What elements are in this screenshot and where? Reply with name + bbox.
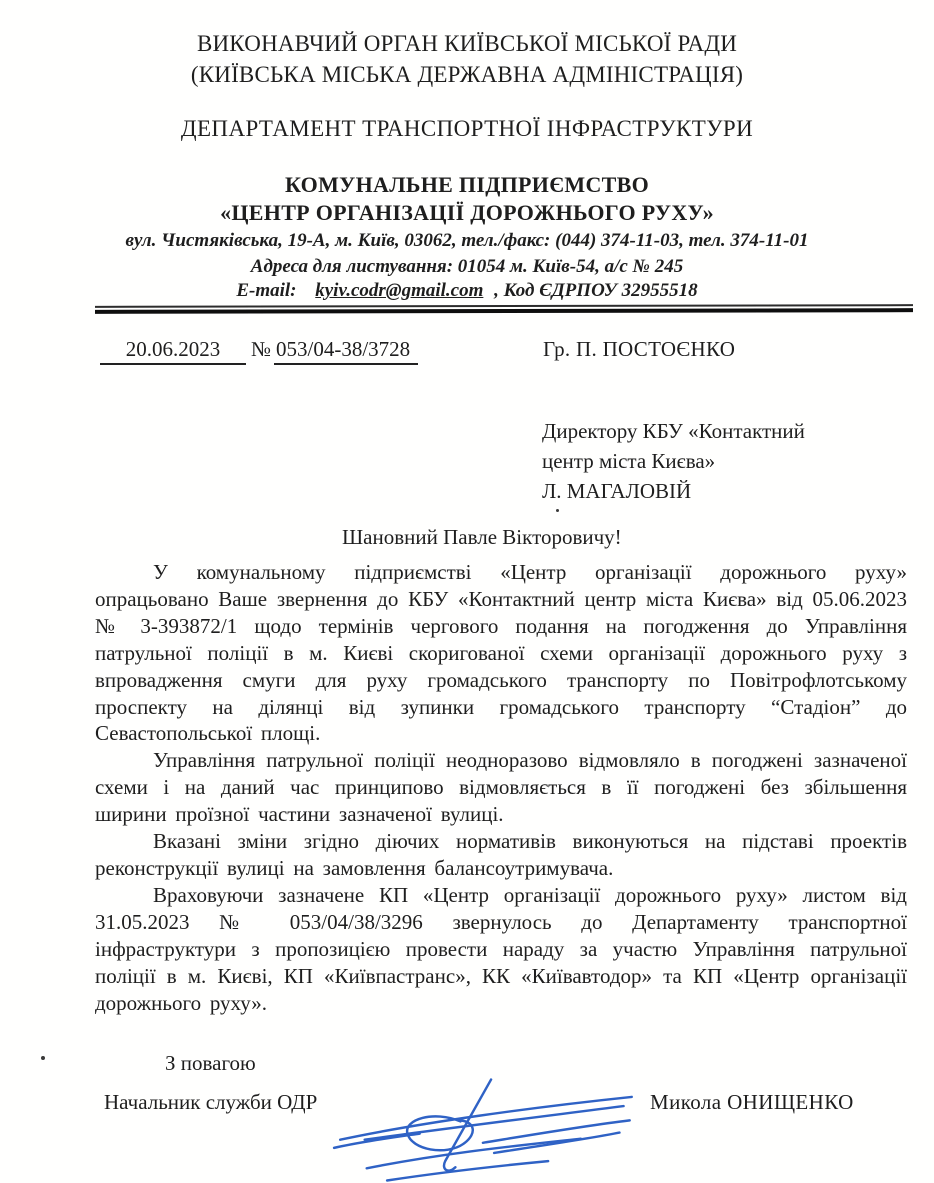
closing-line: З повагою: [165, 1051, 256, 1075]
citizen-addressee: Гр. П. ПОСТОЄНКО: [543, 337, 736, 361]
address-phone-line: вул. Чистяківська, 19-А, м. Київ, 03062, тел./факс: (044) 374-11-03, тел. 374-11-01: [125, 230, 809, 251]
separator-thin-line: [95, 304, 913, 308]
body-paragraph: У комунальному підприємстві «Центр організації дорожнього руху» опрацьовано Ваше звернення до КБУ «Контактний центр міста Києва» від 05.06.2023 № 3-393872/1 щодо термінів чергового подання на погодження до Управління патрульної поліції в м. Києві скоригованої схеми організації дорожнього руху з впровадження смуги для руху громадського транспорту по Повітрофлотському проспекту на ділянці від зупинки громадського транспорту “Стадіон” до Севастопольської площі.: [95, 560, 907, 746]
signature-strokes: [334, 1080, 632, 1181]
recipient-line-2: центр міста Києва»: [542, 449, 716, 473]
recipient-block: [542, 416, 805, 506]
signer-position: Начальник служби ОДР: [104, 1090, 318, 1114]
postal-address-line: Адреса для листування: 01054 м. Київ-54, а/с № 245: [250, 256, 684, 277]
body-paragraph: Враховуючи зазначене КП «Центр організації дорожнього руху» листом від 31.05.2023 № 053/04/38/3296 звернулось до Департаменту транспортної інфраструктури з пропозицією провести нараду за участю Управління патрульної поліції в м. Києві, КП «Київпастранс», КК «Київавтодор» та КП «Центр організації дорожнього руху».: [95, 882, 907, 1015]
letter-body: [95, 559, 907, 1016]
body-paragraph: Вказані зміни згідно діючих нормативів виконуються на підставі проектів реконструкції вулиці на замовлення балансоутримувача.: [95, 829, 907, 880]
letter-date: 20.06.2023: [100, 337, 246, 365]
separator-thick-line: [95, 308, 913, 314]
letterhead-separator: [95, 304, 913, 314]
company-name-line-2: «ЦЕНТР ОРГАНІЗАЦІЇ ДОРОЖНЬОГО РУХУ»: [220, 200, 714, 225]
org-name-line-2: (КИЇВСЬКА МІСЬКА ДЕРЖАВНА АДМІНІСТРАЦІЯ): [190, 62, 744, 87]
recipient-line-1: Директору КБУ «Контактний: [542, 419, 805, 443]
email-address: kyiv.codr@gmail.com: [315, 280, 484, 301]
signer-name: Микола ОНИЩЕНКО: [650, 1090, 854, 1114]
body-paragraph: Управління патрульної поліції неодноразово відмовляло в погоджені зазначеної схеми і на даний час принципово відмовляється в її погоджені без збільшення ширини проїзної частини зазначеної вулиці.: [95, 748, 907, 827]
scan-dot-artifact: [556, 509, 559, 512]
number-sign: №: [251, 337, 272, 361]
email-line: [0, 280, 934, 302]
scan-dot-artifact: [41, 1056, 45, 1060]
org-name-line-1: ВИКОНАВЧИЙ ОРГАН КИЇВСЬКОЇ МІСЬКОЇ РАДИ: [196, 31, 738, 56]
edrpou-code: , Код ЄДРПОУ 32955518: [494, 280, 698, 301]
handwritten-signature-image: [330, 1074, 646, 1182]
salutation-line: Шановний Павле Вікторовичу!: [342, 525, 622, 549]
recipient-line-3: Л. МАГАЛОВІЙ: [542, 479, 692, 503]
company-name-line-1: КОМУНАЛЬНЕ ПІДПРИЄМСТВО: [284, 172, 650, 197]
email-label: E-mail:: [236, 280, 297, 301]
letter-number: 053/04-38/3728: [274, 337, 418, 365]
department-name: ДЕПАРТАМЕНТ ТРАНСПОРТНОЇ ІНФРАСТРУКТУРИ: [180, 116, 754, 141]
